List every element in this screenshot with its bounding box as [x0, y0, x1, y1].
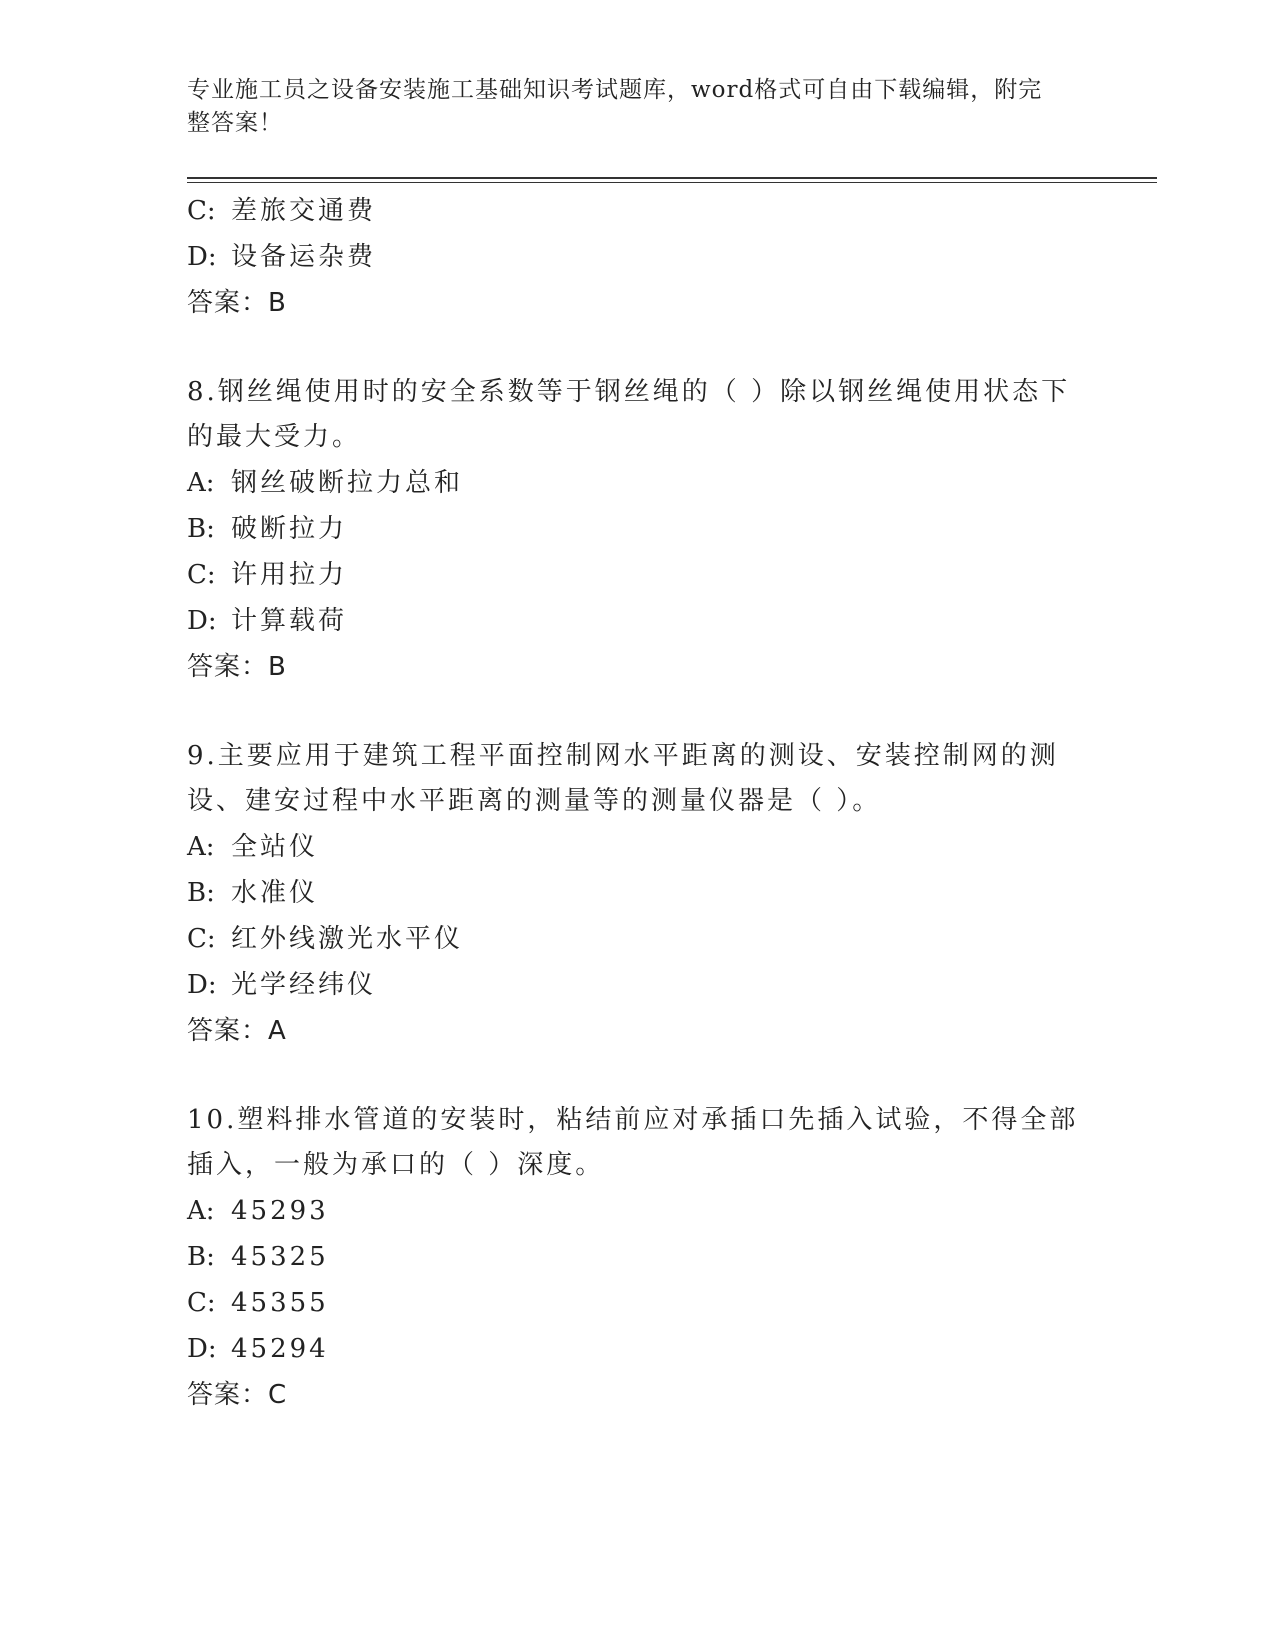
- option-key: B:: [187, 878, 215, 908]
- question-stem-line-2: 插入，一般为承口的（ ）深度。: [187, 1150, 605, 1180]
- question-stem-line-1: 8.钢丝绳使用时的安全系数等于钢丝绳的（ ）除以钢丝绳使用状态下: [187, 377, 1071, 407]
- option-key: C:: [187, 924, 216, 954]
- question-stem: [187, 1098, 1087, 1188]
- option-a: [187, 824, 1087, 870]
- option-text: 45294: [231, 1334, 329, 1364]
- header-divider-thin: [187, 182, 1157, 183]
- spacer: [187, 326, 1087, 370]
- option-a: [187, 1188, 1087, 1234]
- option-text: 全站仪: [231, 832, 319, 862]
- option-key: A:: [187, 468, 215, 498]
- question-block-prev: [187, 188, 1087, 326]
- option-text: 设备运杂费: [231, 242, 377, 272]
- option-text: 许用拉力: [231, 560, 348, 590]
- question-stem-line-1: 9.主要应用于建筑工程平面控制网水平距离的测设、安装控制网的测: [187, 741, 1059, 771]
- option-b: [187, 1234, 1087, 1280]
- question-block-8: [187, 370, 1087, 690]
- option-text: 45355: [231, 1288, 329, 1318]
- option-text: 计算载荷: [231, 606, 348, 636]
- question-stem: [187, 734, 1087, 824]
- document-header: [187, 74, 1067, 140]
- answer-line: 答案：B: [187, 652, 287, 682]
- option-text: 45325: [231, 1242, 329, 1272]
- question-stem-line-2: 的最大受力。: [187, 422, 362, 452]
- option-d: [187, 598, 1087, 644]
- option-key: B:: [187, 514, 215, 544]
- question-stem: [187, 370, 1087, 460]
- option-b: [187, 870, 1087, 916]
- option-key: C:: [187, 560, 216, 590]
- header-line-1: 专业施工员之设备安装施工基础知识考试题库，word格式可自由下载编辑，附完: [187, 77, 1043, 103]
- option-text: 差旅交通费: [231, 196, 377, 226]
- question-block-9: [187, 734, 1087, 1054]
- option-b: [187, 506, 1087, 552]
- answer-line: 答案：A: [187, 1016, 287, 1046]
- option-text: 45293: [231, 1196, 329, 1226]
- option-text: 钢丝破断拉力总和: [231, 468, 464, 498]
- option-text: 光学经纬仪: [231, 970, 377, 1000]
- option-key: D:: [187, 1334, 217, 1364]
- option-key: D:: [187, 970, 217, 1000]
- option-key: A:: [187, 832, 215, 862]
- option-d: [187, 1326, 1087, 1372]
- option-d: [187, 962, 1087, 1008]
- option-c: [187, 552, 1087, 598]
- answer-line: 答案：C: [187, 1380, 288, 1410]
- option-key: D:: [187, 242, 217, 272]
- option-key: D:: [187, 606, 217, 636]
- option-key: B:: [187, 1242, 215, 1272]
- option-key: A:: [187, 1196, 215, 1226]
- question-list: [187, 188, 1087, 1418]
- spacer: [187, 1054, 1087, 1098]
- option-text: 红外线激光水平仪: [231, 924, 464, 954]
- spacer: [187, 690, 1087, 734]
- option-c: [187, 1280, 1087, 1326]
- option-text: 水准仪: [231, 878, 319, 908]
- option-c: [187, 916, 1087, 962]
- option-c: [187, 188, 1087, 234]
- question-block-10: [187, 1098, 1087, 1418]
- option-a: [187, 460, 1087, 506]
- header-line-2: 整答案！: [187, 110, 283, 136]
- option-key: C:: [187, 1288, 216, 1318]
- option-key: C:: [187, 196, 216, 226]
- question-stem-line-1: 10.塑料排水管道的安装时，粘结前应对承插口先插入试验，不得全部: [187, 1105, 1079, 1135]
- header-divider-thick: [187, 177, 1157, 179]
- option-text: 破断拉力: [231, 514, 348, 544]
- answer-line: 答案：B: [187, 288, 287, 318]
- question-stem-line-2: 设、建安过程中水平距离的测量等的测量仪器是（ ）。: [187, 786, 882, 816]
- option-d: [187, 234, 1087, 280]
